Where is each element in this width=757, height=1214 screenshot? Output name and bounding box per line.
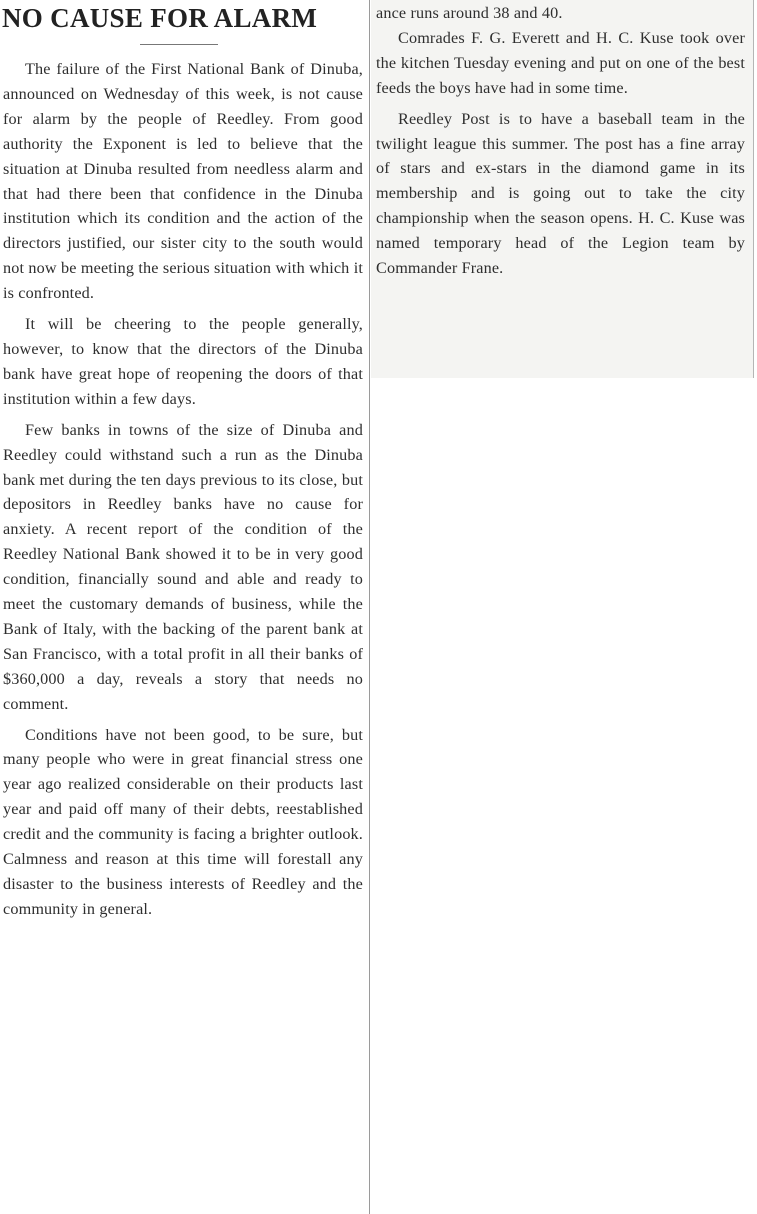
legion-news-column <box>376 1 745 287</box>
clipping-edge <box>753 0 754 378</box>
column-divider <box>369 0 370 1214</box>
article-paragraph: Few banks in towns of the size of Dinuba and Reedley could withstand such a run as the Dinuba bank met during the ten days previous to its close, but depositors in Reedley banks have no cause for anxiety. A recent report of the condition of the Reedley National Bank showed it to be in very good condition, financially sound and able and ready to meet the customary demands of business, while the Bank of Italy, with the backing of the parent bank at San Francisco, with a total profit in all their banks of $360,000 a day, reveals a story that needs no comment. <box>3 420 363 713</box>
news-paragraph: Reedley Post is to have a baseball team in the twilight league this summer. The post has a fine array of stars and ex-stars in the diamond game in its membership and is going out to take the city championship when the season opens. H. C. Kuse was named temporary head of the Legion team by Commander Frane. <box>376 109 745 278</box>
article-paragraph: The failure of the First National Bank of Dinuba, announced on Wednesday of this week, is not cause for alarm by the people of Reedley. From good authority the Exponent is led to believe that the situation at Dinuba resulted from needless alarm and that had there been that confidence in the Dinuba institution which its condition and the action of the directors justified, our sister city to the south would not now be meeting the serious situation with which it is confronted. <box>3 60 363 303</box>
editorial-column <box>0 0 366 1214</box>
article-paragraph: It will be cheering to the people generally, however, to know that the directors of the Dinuba bank have great hope of reopening the doors of that institution within a few days. <box>3 315 363 408</box>
carryover-line: ance runs around 38 and 40. <box>376 4 563 22</box>
headline-divider <box>140 44 218 45</box>
article-headline: NO CAUSE FOR ALARM <box>2 3 318 33</box>
article-body <box>3 57 363 928</box>
news-paragraph: Comrades F. G. Everett and H. C. Kuse took over the kitchen Tuesday evening and put on one of the best feeds the boys have had in some time. <box>376 28 745 97</box>
article-paragraph: Conditions have not been good, to be sure, but many people who were in great financial stress one year ago realized considerable on their products last year and paid off many of their debts, reestablished credit and the community is facing a brighter outlook. Calmness and reason at this time will forestall any disaster to the business interests of Reedley and the community in general. <box>3 725 363 918</box>
